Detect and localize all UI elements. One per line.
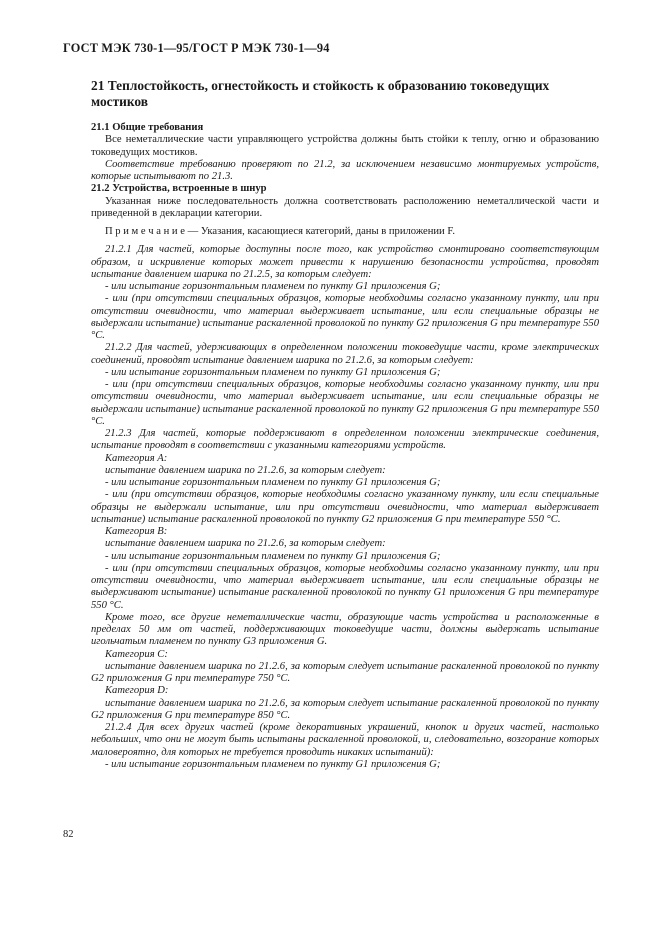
page-number: 82 (63, 829, 74, 840)
clause-21-2-1-intro: 21.2.1 Для частей, которые доступны после того, как устройство смонтировано соответствующим образом, и искривление которых может привести к нарушению безопасности устройства, проводят испытание давлением шарика по 21.2.5, за которым следует: (91, 244, 599, 280)
clause-21-1-check: Соответствие требованию проверяют по 21.2, за исключением независимо монтируемых устройств, которые испытывают по 21.3. (91, 158, 599, 182)
clause-21-2-3-intro: 21.2.3 Для частей, которые поддерживают в определенном положении электрические соединения, испытание проводят в соответствии с указанными категориями устройств. (91, 428, 599, 452)
clause-21-2-4-item: - или испытание горизонтальным пламенем по пункту G1 приложения G; (105, 758, 441, 770)
category-c-label: Категория С: (105, 648, 168, 660)
category-d-label: Категория D: (105, 685, 169, 697)
clause-21-2-1-item: - или испытание горизонтальным пламенем по пункту G1 приложения G; (105, 281, 441, 292)
clause-21-2-4-intro: 21.2.4 Для всех других частей (кроме декоративных украшений, кнопок и других частей, настолько небольших, что они не могут быть испытаны раскаленной проволокой, и, следовательно, возгорание которых маловероятно, для которых не требуется проводить никаких испытаний): (91, 722, 599, 758)
clause-21-2-2-item: - или (при отсутствии специальных образцов, которые необходимы согласно указанному пункту, или при отсутствии очевидности, что материал выдерживает испытание, или если специальные образцы не выдержали испытание) испытание раскаленной проволокой по пункту G2 приложения G при температуре 550 °С. (91, 379, 599, 427)
category-a-line: - или испытание горизонтальным пламенем по пункту G1 приложения G; (105, 477, 441, 488)
category-b-line: - или (при отсутствии специальных образцов, которые необходимы согласно указанному пункту, или при отсутствии очевидности, что материал выдерживает испытание, или если специальные образцы не выдерживают испытание) испытание раскаленной проволокой по пункту G1 приложения G при температуре 550 °С. (91, 562, 599, 611)
document-body (91, 122, 599, 771)
category-b-line: - или испытание горизонтальным пламенем по пункту G1 приложения G; (105, 550, 441, 562)
document-header: ГОСТ МЭК 730-1—95/ГОСТ Р МЭК 730-1—94 (63, 41, 330, 55)
category-a-label: Категория А: (105, 452, 168, 464)
clause-21-1-text: Все неметаллические части управляющего устройства должны быть стойки к теплу, огню и образованию токоведущих мостиков. (91, 134, 599, 158)
clause-21-2-heading: 21.2 Устройства, встроенные в шнур (91, 183, 267, 195)
clause-21-2-1-item: - или (при отсутствии специальных образцов, которые необходимы согласно указанному пункту, или при отсутствии очевидности, что материал выдерживает испытание, или если специальные образцы не выдержали испытание) испытание раскаленной проволокой по пункту G2 приложения G при температуре 550 °С. (91, 293, 599, 341)
category-d-line: испытание давлением шарика по 21.2.6, за которым следует испытание раскаленной проволокой по пункту G2 приложения G при температуре 850 °С. (91, 697, 599, 721)
note (91, 226, 599, 238)
category-b-label: Категория В: (105, 526, 168, 537)
category-a-line: - или (при отсутствии образцов, которые необходимы согласно указанному пункту, или если специальные образцы не выдержали испытание, или при отсутствии очевидности, что материал выдерживает испытание) испытание раскаленной проволокой по пункту G2 приложения G при температуре 550 °С. (91, 489, 599, 525)
category-b-extra: Кроме того, все другие неметаллические части, образующие часть устройства и расположенные в пределах 50 мм от частей, поддерживающих токоведущие части, должны выдержать испытание игольчатым пламенем по пункту G3 приложения G. (91, 611, 599, 648)
category-c-line: испытание давлением шарика по 21.2.6, за которым следует испытание раскаленной проволокой по пункту G2 приложения G при температуре 750 °С. (91, 660, 599, 684)
section-title: 21 Теплостойкость, огнестойкость и стойкость к образованию токоведущих мостиков (91, 78, 550, 109)
clause-21-2-2-item: - или испытание горизонтальным пламенем по пункту G1 приложения G; (105, 366, 441, 378)
clause-21-2-2-intro: 21.2.2 Для частей, удерживающих в определенном положении токоведущие части, кроме электрических соединений, проводят испытание давлением шарика по 21.2.6, за которым следует: (91, 342, 599, 366)
clause-21-2-text: Указанная ниже последовательность должна соответствовать расположению неметаллической части и приведенной в декларации категории. (91, 195, 599, 219)
note-label: П р и м е ч а н и е (105, 226, 185, 237)
note-text: — Указания, касающиеся категорий, даны в приложении F. (184, 226, 456, 237)
clause-21-1-heading: 21.1 Общие требования (91, 122, 204, 133)
category-a-line: испытание давлением шарика по 21.2.6, за которым следует: (105, 464, 386, 476)
category-b-line: испытание давлением шарика по 21.2.6, за которым следует: (105, 538, 386, 550)
